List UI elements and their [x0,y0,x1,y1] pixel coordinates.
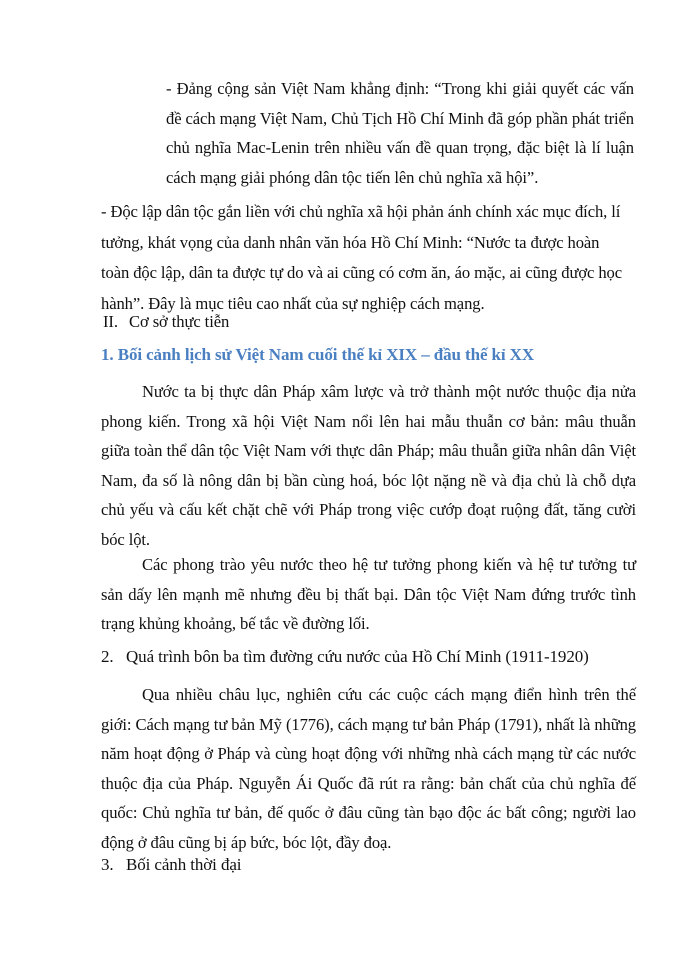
text-line: hành”. Đây là mục tiêu cao nhất của sự nghiệp cách mạng. [101,293,485,313]
heading-title: Bối cảnh thời đại [126,855,242,874]
heading-era-context [101,855,241,875]
heading-title: Quá trình bôn ba tìm đường cứu nước của Hồ Chí Minh (1911-1920) [126,647,589,666]
journey-paragraph: Qua nhiều châu lục, nghiên cứu các cuộc cách mạng điển hình trên thế giới: Cách mạng tư bản Mỹ (1776), cách mạng tư bản Pháp (1791), nhất là những năm hoạt động ở Pháp và cùng hoạt động với những nhà cách mạng từ các nước thuộc địa của Pháp. Nguyễn Ái Quốc đã rút ra rằng: bản chất của chủ nghĩa đế quốc: Chủ nghĩa tư bản, đế quốc ở đâu cũng tàn bạo độc ác bất công; người lao động ở đâu cũng bị áp bức, bóc lột, đầy đoạ. [101,685,636,852]
heading-historical-context: 1. Bối cảnh lịch sử Việt Nam cuối thế kỉ XIX – đầu thế kỉ XX [101,345,535,364]
heading-journey [101,647,589,667]
heading-number: 3. [101,855,114,874]
patriotic-movements-paragraph: Các phong trào yêu nước theo hệ tư tưởng phong kiến và hệ tư tưởng tư sản dấy lên mạnh mẽ nhưng đều bị thất bại. Dân tộc Việt Nam đứng trước tình trạng khủng khoảng, bế tắc về đường lối. [101,555,636,633]
independence-paragraph [101,197,641,319]
party-quote-paragraph: - Đảng cộng sản Việt Nam khẳng định: “Trong khi giải quyết các vấn đề cách mạng Việt Nam, Chủ Tịch Hồ Chí Minh đã góp phần phát triển chủ nghĩa Mac-Lenin trên nhiều vấn đề quan trọng, đặc biệt là lí luận cách mạng giải phóng dân tộc tiến lên chủ nghĩa xã hội”. [166,79,634,187]
heading-number: 2. [101,647,114,666]
historical-context-paragraph: Nước ta bị thực dân Pháp xâm lược và trở thành một nước thuộc địa nửa phong kiến. Trong xã hội Việt Nam nổi lên hai mẫu thuẫn cơ bản: mâu thuẫn giữa toàn thể dân tộc Việt Nam với thực dân Pháp; mâu thuẫn giữa nhân dân Việt Nam, đa số là nông dân bị bần cùng hoá, bóc lột nặng nề và địa chủ là chỗ dựa chủ yếu và cấu kết chặt chẽ với Pháp trong việc cướp đoạt ruộng đất, tăng cười bóc lột. [101,382,636,549]
text-line: toàn độc lập, dân ta được tự do và ai cũng có cơm ăn, áo mặc, ai cũng được học [101,263,623,282]
section-ii-heading [103,312,229,332]
section-number: II. [103,312,118,331]
text-line: - Độc lập dân tộc gắn liền với chủ nghĩa xã hội phản ánh chính xác mục đích, lí [101,202,621,221]
text-line: tưởng, khát vọng của danh nhân văn hóa Hồ Chí Minh: “Nước ta được hoàn [101,232,600,252]
section-title: Cơ sở thực tiễn [129,312,230,331]
